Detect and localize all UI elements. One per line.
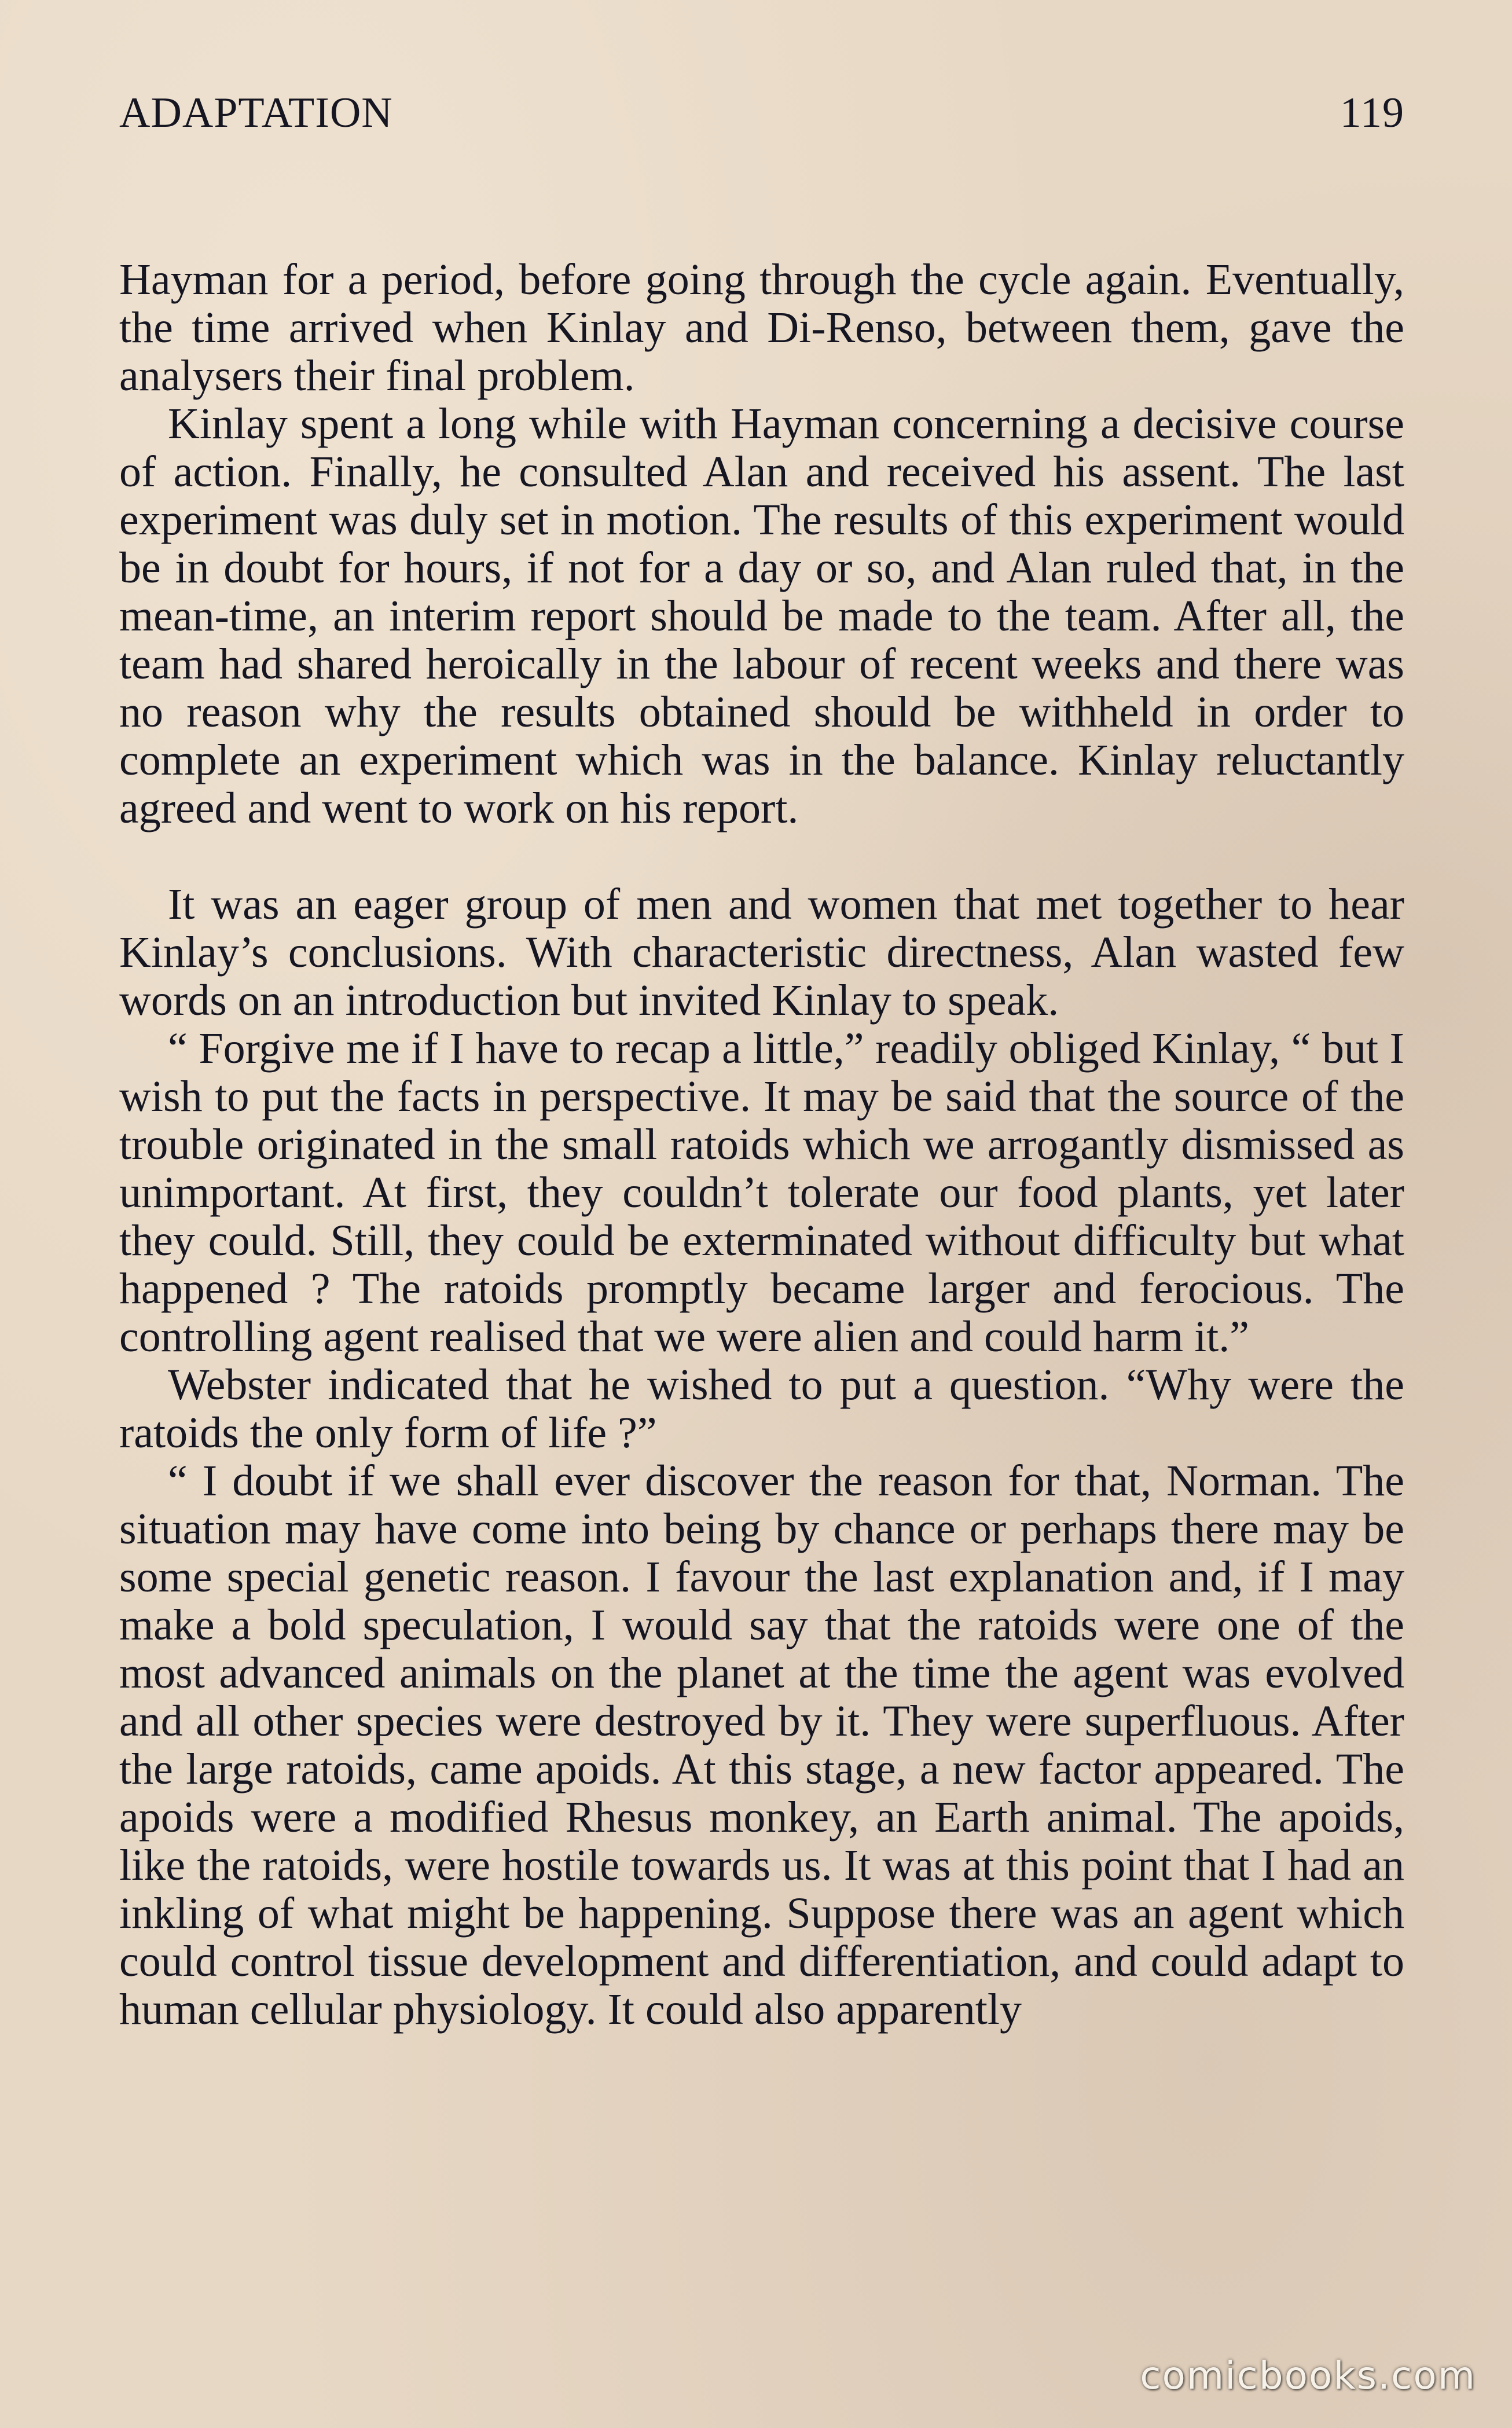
watermark: comicbooks.com [1140,2353,1476,2398]
book-page [119,81,1404,2034]
body-text [119,256,1404,2034]
paragraph: Kinlay spent a long while with Hayman concerning a decisive course of action. Finally, he consulted Alan and received his assent. The last experiment was duly set in motion. The results of this experiment would be in doubt for hours, if not for a day or so, and Alan ruled that, in the mean-time, an interim report should be made to the team. After all, the team had shared heroically in the labour of recent weeks and there was no reason why the results obtained should be withheld in order to complete an experiment which was in the balance. Kinlay reluctantly agreed and went to work on his report. [119,399,1404,832]
paragraph: Webster indicated that he wished to put a question. “Why were the ratoids the only form of life ?” [119,1360,1404,1457]
paragraph: “ Forgive me if I have to recap a little,” readily obliged Kinlay, “ but I wish to put the facts in perspective. It may be said that the source of the trouble originated in the small ratoids which we arrogantly dismissed as unimportant. At first, they couldn’t tolerate our food plants, yet later they could. Still, they could be exterminated without difficulty but what happened ? The ratoids promptly became larger and ferocious. The controlling agent realised that we were alien and could harm it.” [119,1024,1404,1361]
page-number: 119 [1339,89,1404,137]
running-head [119,81,1404,145]
paragraph-continued: Hayman for a period, before going through the cycle again. Eventually, the time arrived when Kinlay and Di-Renso, between them, gave the analysers their final problem. [119,255,1404,400]
chapter-title: ADAPTATION [119,89,393,137]
paragraph-section-start: It was an eager group of men and women that met together to hear Kinlay’s conclusions. With characteristic directness, Alan wasted few words on an introduction but invited Kinlay to speak. [119,880,1404,1025]
paragraph: “ I doubt if we shall ever discover the reason for that, Norman. The situation may have come into being by chance or perhaps there may be some special genetic reason. I favour the last explanation and, if I may make a bold speculation, I would say that the ratoids were one of the most advanced animals on the planet at the time the agent was evolved and all other species were destroyed by it. They were superfluous. After the large ratoids, came apoids. At this stage, a new factor appeared. The apoids were a modified Rhesus monkey, an Earth animal. The apoids, like the ratoids, were hostile towards us. It was at this point that I had an inkling of what might be happening. Suppose there was an agent which could control tissue development and differentiation, and could adapt to human cellular physiology. It could also apparently [119,1457,1404,2034]
